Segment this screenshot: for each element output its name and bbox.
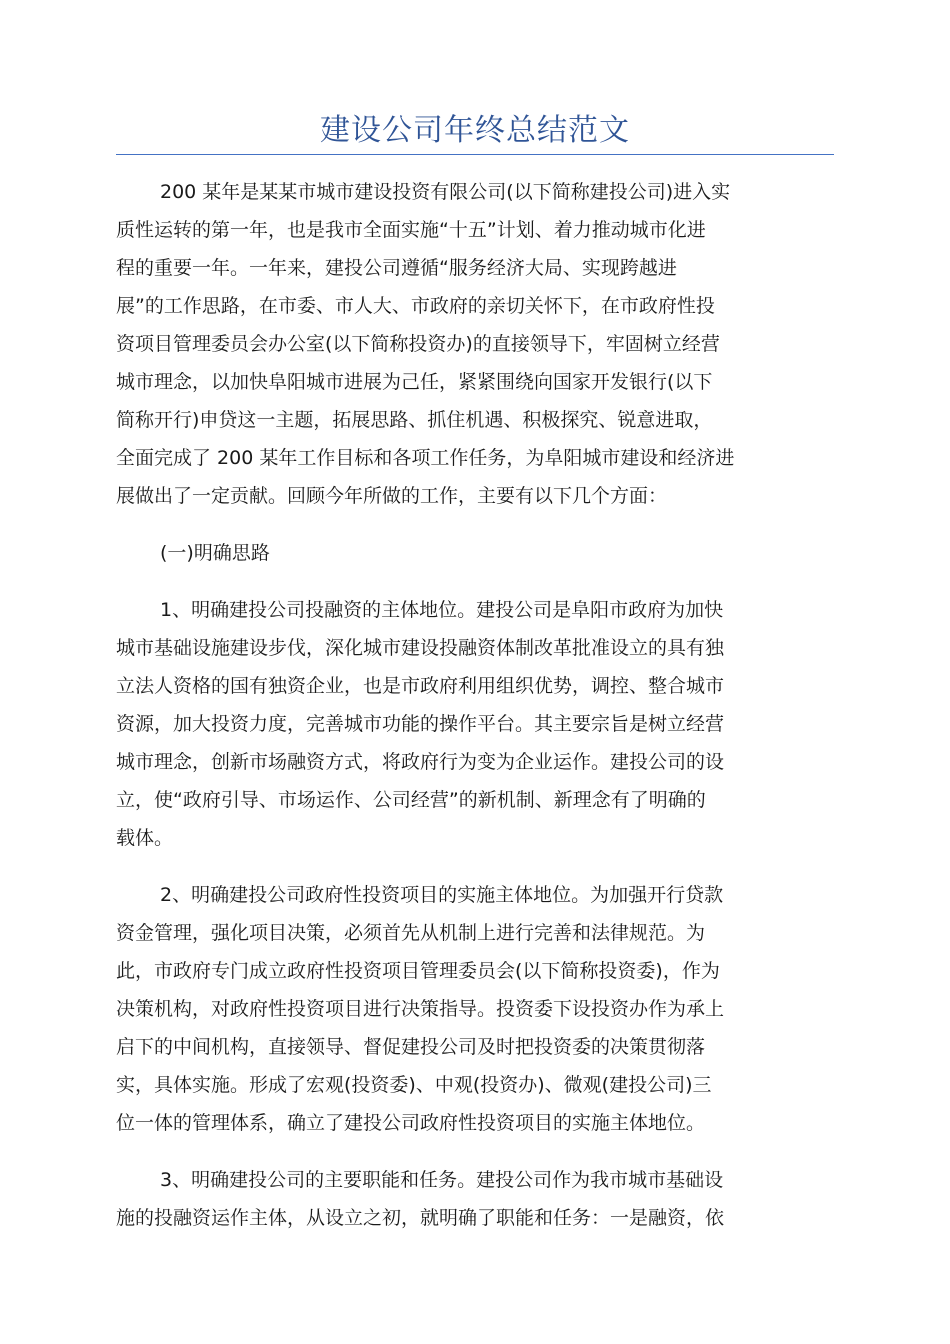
text-line: 全面完成了 200 某年工作目标和各项工作任务，为阜阳城市建设和经济进 bbox=[116, 447, 735, 469]
page-title: 建设公司年终总结范文 bbox=[320, 113, 630, 148]
text-line: 2、明确建投公司政府性投资项目的实施主体地位。为加强开行贷款 bbox=[160, 884, 724, 906]
text-line: 立法人资格的国有独资企业，也是市政府利用组织优势，调控、整合城市 bbox=[116, 675, 725, 697]
text-line: 展做出了一定贡献。回顾今年所做的工作，主要有以下几个方面： bbox=[116, 485, 668, 507]
paragraph-item-3 bbox=[116, 1161, 834, 1237]
text-line: 施的投融资运作主体，从设立之初，就明确了职能和任务：一是融资，依 bbox=[116, 1207, 725, 1229]
section-heading bbox=[116, 534, 834, 572]
text-line: 启下的中间机构，直接领导、督促建投公司及时把投资委的决策贯彻落 bbox=[116, 1036, 706, 1058]
text-line: (一)明确思路 bbox=[160, 542, 270, 564]
intro-paragraph bbox=[116, 173, 834, 515]
text-line: 立，使“政府引导、市场运作、公司经营”的新机制、新理念有了明确的 bbox=[116, 789, 706, 811]
text-line: 展”的工作思路，在市委、市人大、市政府的亲切关怀下，在市政府性投 bbox=[116, 295, 715, 317]
text-line: 位一体的管理体系，确立了建投公司政府性投资项目的实施主体地位。 bbox=[116, 1112, 706, 1134]
text-line: 质性运转的第一年，也是我市全面实施“十五”计划、着力推动城市化进 bbox=[116, 219, 706, 241]
text-line: 资源，加大投资力度，完善城市功能的操作平台。其主要宗旨是树立经营 bbox=[116, 713, 725, 735]
text-line: 载体。 bbox=[116, 827, 174, 849]
text-line: 1、明确建投公司投融资的主体地位。建投公司是阜阳市政府为加快 bbox=[160, 599, 724, 621]
text-line: 实，具体实施。形成了宏观(投资委)、中观(投资办)、微观(建投公司)三 bbox=[116, 1074, 712, 1096]
document-body bbox=[116, 173, 834, 1256]
text-line: 简称开行)申贷这一主题，拓展思路、抓住机遇、积极探究、锐意进取， bbox=[116, 409, 713, 431]
text-line: 程的重要一年。一年来，建投公司遵循“服务经济大局、实现跨越进 bbox=[116, 257, 677, 279]
text-line: 3、明确建投公司的主要职能和任务。建投公司作为我市城市基础设 bbox=[160, 1169, 724, 1191]
text-line: 决策机构，对政府性投资项目进行决策指导。投资委下设投资办作为承上 bbox=[116, 998, 725, 1020]
title-divider bbox=[116, 154, 834, 155]
text-line: 资金管理，强化项目决策，必须首先从机制上进行完善和法律规范。为 bbox=[116, 922, 706, 944]
paragraph-item-2 bbox=[116, 876, 834, 1142]
paragraph-item-1 bbox=[116, 591, 834, 857]
text-line: 城市理念，以加快阜阳城市进展为己任，紧紧围绕向国家开发银行(以下 bbox=[116, 371, 713, 393]
text-line: 200 某年是某某市城市建设投资有限公司(以下简称建投公司)进入实 bbox=[160, 181, 731, 203]
text-line: 城市基础设施建设步伐，深化城市建设投融资体制改革批准设立的具有独 bbox=[116, 637, 725, 659]
text-line: 此，市政府专门成立政府性投资项目管理委员会(以下简称投资委)，作为 bbox=[116, 960, 720, 982]
text-line: 资项目管理委员会办公室(以下简称投资办)的直接领导下，牢固树立经营 bbox=[116, 333, 720, 355]
text-line: 城市理念，创新市场融资方式，将政府行为变为企业运作。建投公司的设 bbox=[116, 751, 725, 773]
